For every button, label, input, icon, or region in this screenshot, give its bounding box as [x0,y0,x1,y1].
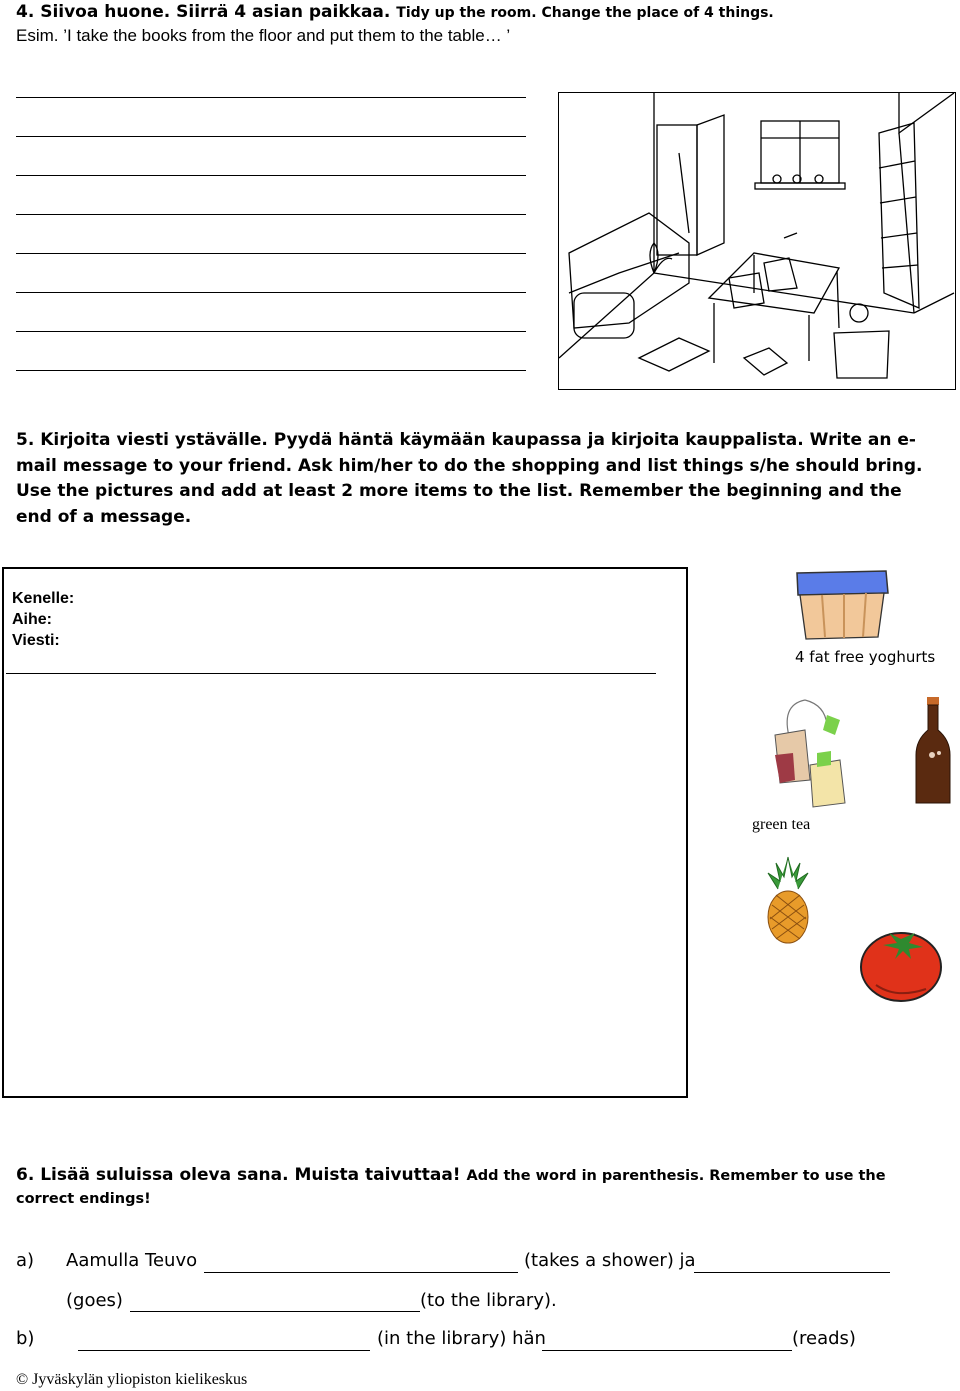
task4-heading [16,2,774,23]
task4-heading-en: Tidy up the room. Change the place of 4 things. [396,5,774,21]
room-icon [559,93,955,389]
item-a-text4: (to the library). [420,1290,557,1311]
blank-a3[interactable] [130,1311,420,1312]
item-b-label: b) [16,1328,35,1349]
answer-line[interactable] [16,370,526,371]
item-a-text2: (takes a shower) ja [524,1250,696,1271]
answer-line[interactable] [16,331,526,332]
email-box[interactable] [2,567,688,1098]
footer-copyright: © Jyväskylän yliopiston kielikeskus [16,1371,248,1388]
tea-caption: green tea [752,816,811,833]
item-a-label: a) [16,1250,35,1271]
answer-line[interactable] [16,175,526,176]
answer-line[interactable] [16,214,526,215]
answer-line[interactable] [16,292,526,293]
tomato-icon [858,925,943,1003]
item-b-text2: (reads) [792,1328,856,1349]
pineapple-icon [762,855,814,945]
blank-b2[interactable] [542,1350,792,1351]
message-label: Viesti: [12,632,60,649]
answer-line[interactable] [16,253,526,254]
blank-a1[interactable] [204,1272,518,1273]
answer-line[interactable] [16,97,526,98]
task4-heading-fi: 4. Siivoa huone. Siirrä 4 asian paikkaa. [16,2,391,22]
item-a-text3: (goes) [66,1290,123,1311]
beer-bottle-icon [912,695,954,807]
task6-heading-fi: 6. Lisää suluissa oleva sana. Muista taivuttaa! [16,1165,461,1185]
room-drawing [558,92,956,390]
item-b-text1: (in the library) hän [377,1328,546,1349]
yoghurt-caption: 4 fat free yoghurts [795,648,936,666]
yoghurt-cups-icon [792,565,894,641]
task6-heading [16,1164,936,1210]
task6-heading-en: Add the word in parenthesis. Remember to use the correct endings! [16,1168,886,1207]
answer-line[interactable] [16,136,526,137]
item-a-text1: Aamulla Teuvo [66,1250,198,1271]
blank-b1[interactable] [78,1350,370,1351]
message-line[interactable] [6,673,656,674]
tea-bags-icon [765,695,865,810]
subject-label: Aihe: [12,611,52,628]
to-label: Kenelle: [12,590,75,607]
task5-heading: 5. Kirjoita viesti ystävälle. Pyydä häntä käymään kaupassa ja kirjoita kauppalista. Write an e-mail message to your friend. Ask him/her to do the shopping and list things s/he should bring. Use the pictures and add at least 2 more items to the list. Remember the beginning and the end of a message. [16,430,923,527]
blank-a2[interactable] [694,1272,890,1273]
task4-example: Esim. ’I take the books from the floor and put them to the table… ’ [16,26,511,45]
